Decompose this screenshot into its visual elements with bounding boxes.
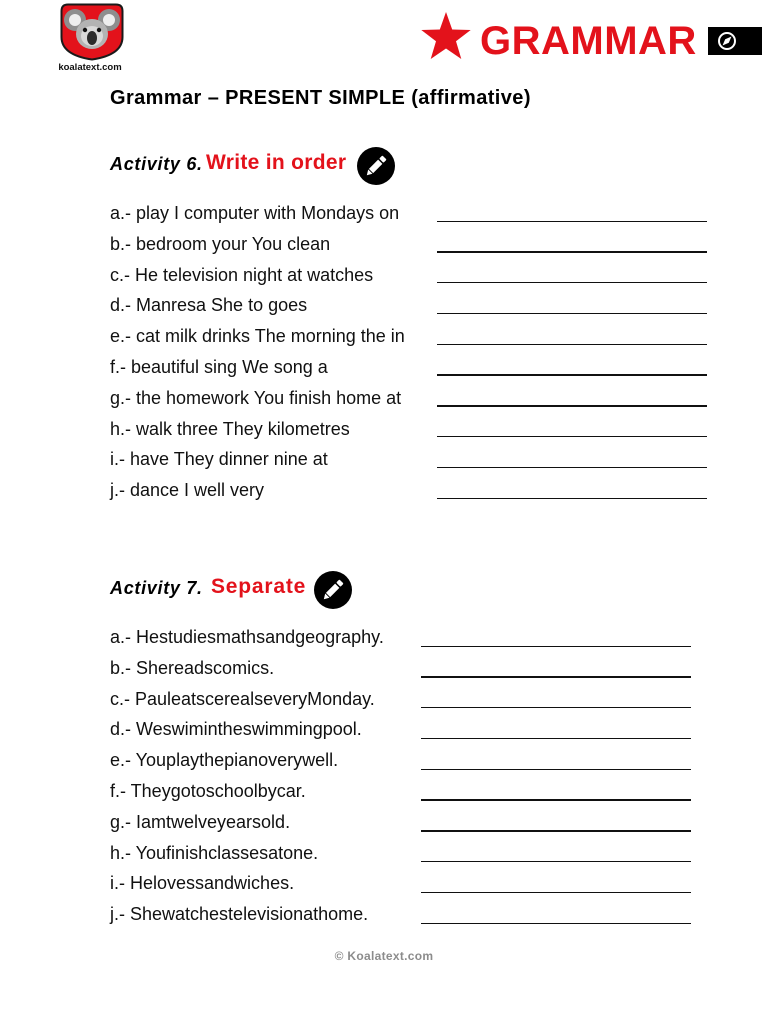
answer-blank-line bbox=[437, 251, 707, 252]
activity-7-items bbox=[110, 622, 710, 930]
exercise-prompt: e.- Youplaythepianoverywell. bbox=[110, 750, 339, 771]
exercise-prompt: f.- Theygotoschoolbycar. bbox=[110, 780, 306, 801]
answer-blank-line bbox=[437, 374, 707, 375]
exercise-prompt: h.- Youfinishclassesatone. bbox=[110, 842, 319, 863]
exercise-item bbox=[110, 653, 710, 684]
exercise-item bbox=[110, 868, 710, 899]
exercise-prompt: h.- walk three They kilometres bbox=[110, 418, 350, 439]
answer-blank-line bbox=[437, 221, 707, 222]
exercise-item bbox=[110, 352, 710, 383]
exercise-prompt: j.- Shewatchestelevisionathome. bbox=[110, 904, 369, 925]
logo-caption: koalatext.com bbox=[58, 62, 122, 73]
activity-label: Activity 7. bbox=[110, 578, 203, 598]
exercise-prompt: g.- the homework You finish home at bbox=[110, 387, 402, 408]
brand-title: GRAMMAR bbox=[480, 19, 697, 63]
pencil-icon bbox=[314, 571, 352, 609]
exercise-item bbox=[110, 684, 710, 715]
exercise-item bbox=[110, 776, 710, 807]
exercise-item bbox=[110, 321, 710, 352]
answer-blank-line bbox=[437, 467, 707, 468]
answer-blank-line bbox=[421, 892, 691, 893]
exercise-prompt: j.- dance I well very bbox=[110, 480, 265, 501]
exercise-item bbox=[110, 444, 710, 475]
exercise-prompt: d.- Manresa She to goes bbox=[110, 295, 308, 316]
answer-blank-line bbox=[437, 498, 707, 499]
exercise-item bbox=[110, 198, 710, 229]
exercise-item bbox=[110, 383, 710, 414]
exercise-prompt: a.- Hestudiesmathsandgeography. bbox=[110, 627, 384, 647]
exercise-prompt: b.- Shereadscomics. bbox=[110, 657, 275, 678]
activity-6-items bbox=[110, 198, 710, 506]
exercise-item bbox=[110, 260, 710, 291]
answer-blank-line bbox=[437, 282, 707, 283]
exercise-item bbox=[110, 229, 710, 260]
answer-blank-line bbox=[437, 405, 707, 406]
page-title: Grammar – PRESENT SIMPLE (affirmative) bbox=[110, 87, 531, 109]
exercise-prompt: g.- Iamtwelveyearsold. bbox=[110, 811, 291, 832]
exercise-item bbox=[110, 899, 710, 930]
exercise-item bbox=[110, 714, 710, 745]
koala-logo-icon bbox=[60, 3, 124, 61]
star-icon bbox=[420, 12, 472, 60]
answer-blank-line bbox=[437, 436, 707, 437]
answer-blank-line bbox=[421, 861, 691, 862]
exercise-prompt: i.- have They dinner nine at bbox=[110, 449, 328, 470]
answer-blank-line bbox=[421, 646, 691, 647]
exercise-item bbox=[110, 475, 710, 506]
answer-blank-line bbox=[421, 676, 691, 677]
footer-copyright: © Koalatext.com bbox=[334, 949, 434, 963]
exercise-prompt: i.- Helovessandwiches. bbox=[110, 873, 295, 894]
exercise-item bbox=[110, 807, 710, 838]
activity-instruction: Separate bbox=[211, 575, 307, 598]
answer-blank-line bbox=[421, 830, 691, 831]
exercise-prompt: b.- bedroom your You clean bbox=[110, 233, 331, 254]
answer-blank-line bbox=[421, 923, 691, 924]
activity-label: Activity 6. bbox=[110, 154, 203, 174]
answer-blank-line bbox=[421, 769, 691, 770]
answer-blank-line bbox=[437, 313, 707, 314]
exercise-prompt: e.- cat milk drinks The morning the in bbox=[110, 326, 405, 347]
compass-icon bbox=[708, 27, 762, 55]
pencil-icon bbox=[357, 147, 395, 185]
exercise-prompt: c.- He television night at watches bbox=[110, 264, 374, 285]
exercise-item bbox=[110, 745, 710, 776]
answer-blank-line bbox=[421, 707, 691, 708]
exercise-prompt: d.- Weswimintheswimmingpool. bbox=[110, 719, 362, 740]
answer-blank-line bbox=[421, 799, 691, 800]
exercise-item bbox=[110, 290, 710, 321]
exercise-prompt: c.- PauleatscerealseveryMonday. bbox=[110, 688, 375, 709]
exercise-prompt: a.- play I computer with Mondays on bbox=[110, 203, 400, 223]
activity-instruction: Write in order bbox=[206, 151, 347, 174]
exercise-item bbox=[110, 622, 710, 653]
answer-blank-line bbox=[421, 738, 691, 739]
answer-blank-line bbox=[437, 344, 707, 345]
exercise-item bbox=[110, 838, 710, 869]
exercise-item bbox=[110, 414, 710, 445]
exercise-prompt: f.- beautiful sing We song a bbox=[110, 356, 328, 377]
